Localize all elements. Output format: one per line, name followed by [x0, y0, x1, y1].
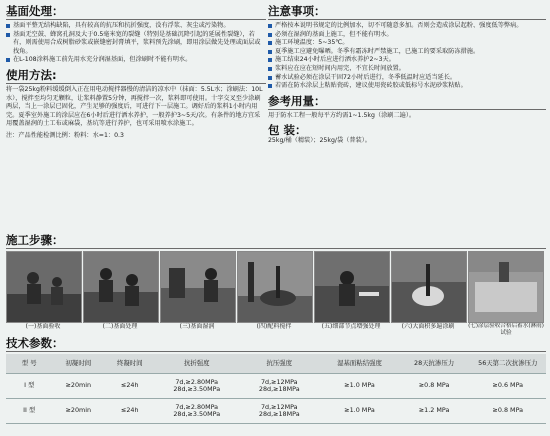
- step-7-image: [469, 252, 543, 322]
- table-header: 初凝时间: [52, 354, 104, 374]
- step-caption: [160, 323, 234, 335]
- table-cell: ≥1.0 MPa: [320, 374, 398, 399]
- table-cell: 7d,≥2.80MPa 28d,≥3.50MPa: [155, 399, 238, 424]
- table-cell: ≤24h: [104, 374, 155, 399]
- table-row: [6, 374, 546, 399]
- bullet-square-icon: [268, 58, 272, 62]
- step-photo: [237, 251, 313, 323]
- list-item: [268, 65, 546, 74]
- table-cell: ≥1.2 MPa: [399, 399, 470, 424]
- table-header: 抗压强度: [238, 354, 320, 374]
- step-caption-text: (五)细部节点增强处理: [321, 323, 381, 330]
- steps-title: 施工步骤：: [6, 233, 64, 247]
- step-caption-text: (七)涂层验收合格后蓄水(淋雨)试验: [468, 323, 544, 335]
- divider: [6, 19, 266, 20]
- steps-header: [6, 233, 546, 251]
- bullet-square-icon: [6, 33, 10, 37]
- table-cell: ≤24h: [104, 399, 155, 424]
- reference-text: 用于防水工程一般每平方约需1~1.5kg（涂刷二遍）。: [268, 111, 416, 119]
- step-caption: [237, 323, 311, 335]
- list-item: [268, 82, 546, 91]
- list-item: [6, 56, 266, 65]
- step-photo: [83, 251, 159, 323]
- step-3-image: [161, 252, 235, 322]
- table-cell: 7d,≥12MPa 28d,≥18MPa: [238, 399, 320, 424]
- step-photo: [468, 251, 544, 323]
- step-photo: [6, 251, 82, 323]
- notes-list: [268, 22, 546, 91]
- steps-photos: [6, 251, 546, 333]
- base-title: 基面处理：: [6, 4, 64, 18]
- right-column: [268, 4, 546, 146]
- step-caption-text: (一)基面验收: [25, 323, 61, 330]
- table-cell: II 型: [6, 399, 52, 424]
- usage-note: 注：产品性能检测比例：粉料：水=1：0.3: [6, 131, 124, 139]
- step-caption: [391, 323, 465, 335]
- tech-section: [6, 336, 546, 424]
- table-cell: ≥1.0 MPa: [320, 399, 398, 424]
- table-cell: ≥20min: [52, 399, 104, 424]
- step-caption-text: (六)大面积多遍涂刷: [401, 323, 455, 330]
- table-header: 28天抗渗压力: [399, 354, 470, 374]
- table-header: 型 号: [6, 354, 52, 374]
- table-row: [6, 399, 546, 424]
- step-caption: [83, 323, 157, 335]
- list-item: [268, 56, 546, 65]
- list-item: [6, 22, 266, 31]
- table-cell: I 型: [6, 374, 52, 399]
- list-item: [6, 31, 266, 57]
- bullet-square-icon: [268, 24, 272, 28]
- step-caption-text: (二)基面处理: [102, 323, 138, 330]
- packaging-text: 25kg/桶（精装）；25kg/袋（普装）。: [268, 137, 371, 145]
- list-item-text: 在L-108涂料施工前先用水充分润湿基面，但涂刷时不能有明水。: [13, 56, 192, 64]
- bullet-square-icon: [268, 50, 272, 54]
- tech-table: [6, 354, 546, 424]
- bullet-square-icon: [6, 58, 10, 62]
- table-cell: ≥0.6 MPa: [470, 374, 546, 399]
- list-item-text: 浆料应在应在短时间内用完，不宜长时间放置。: [275, 64, 405, 72]
- bullet-square-icon: [268, 76, 272, 80]
- step-photo: [160, 251, 236, 323]
- list-item-text: 施工结束24小时后应进行洒水养护2~3天。: [275, 56, 395, 64]
- left-column: [6, 4, 266, 141]
- list-item: [268, 31, 546, 40]
- step-caption-text: (四)配料搅拌: [256, 323, 292, 330]
- step-1-image: [7, 252, 81, 322]
- table-cell: ≥0.8 MPa: [399, 374, 470, 399]
- step-caption-text: (三)基面湿润: [179, 323, 215, 330]
- step-4-image: [238, 252, 312, 322]
- list-item-text: 施工环境温度：5~35℃。: [275, 39, 349, 47]
- list-item-text: 夏季施工应避免曝晒。冬季有霜冻时严禁施工，已施工的要采取防冻措施。: [275, 47, 480, 55]
- table-cell: ≥0.8 MPa: [470, 399, 546, 424]
- step-photo: [314, 251, 390, 323]
- divider: [6, 351, 546, 352]
- step-5-image: [315, 252, 389, 322]
- divider: [6, 248, 546, 249]
- reference-title: 参考用量：: [268, 93, 326, 108]
- table-cell: 7d,≥12MPa 28d,≥18MPa: [238, 374, 320, 399]
- divider: [268, 109, 546, 110]
- notes-title: 注意事项：: [268, 4, 326, 18]
- table-header-row: [6, 354, 546, 374]
- table-header: 抗折强度: [155, 354, 238, 374]
- step-photo: [391, 251, 467, 323]
- list-item-text: 基面无空鼓、蜂窝孔洞及大于0.5毫米宽的裂缝（特别是基础沉降引起的延展性裂缝），若有，则需使用合成树脂砂浆或嵌缝密封膏填平，浆料预先涂刷，即用涂层做先处理或面层或找角。: [13, 30, 261, 55]
- list-item-text: 必须在湿润的基面上施工，但不能有明水。: [275, 30, 393, 38]
- step-6-image: [392, 252, 466, 322]
- divider: [6, 83, 266, 84]
- usage-text: 将一袋25kg粉料缓缓倒入正在用电动搅拌器慢的清洁的凉水中（抹面：5.5L水；涂刷法：10L水），搅拌至均匀无颗粒，让浆料静置5分钟，再搅拌一次，浆料即可使用。十字交叉至少涂刷两层，当上一涂层已固化，产生足够的强度后，可进行下一层施工。调好后的浆料1小时内用完。夏季室外施工的涂层应在6小时后进行洒水养护，一般养护3~5天/次。有条件的地方宜采用覆盖湿润的土工布或麻袋，基坑等进行养护，也可采用喷水涂施工。: [6, 85, 263, 128]
- list-item-text: 若需在防水涂层上粘贴瓷砖，建议使用瓷砖胶或低标号水泥砂浆粘贴。: [275, 82, 467, 90]
- step-caption: [314, 323, 388, 335]
- list-item: [268, 74, 546, 83]
- usage-title: 使用方法:: [6, 67, 57, 82]
- tech-title: 技术参数：: [6, 336, 64, 350]
- step-caption: [468, 323, 544, 335]
- table-header: 56天第二次抗渗压力: [470, 354, 546, 374]
- list-item-text: 严格按本说明书规定的比例加水，切不可随意多加。否则会造成涂层起粉、强度低等弊病。: [275, 22, 523, 29]
- bullet-square-icon: [6, 24, 10, 28]
- step-2-image: [84, 252, 158, 322]
- bullet-square-icon: [268, 41, 272, 45]
- table-header: 湿基面粘结强度: [320, 354, 398, 374]
- list-item: [268, 22, 546, 31]
- packaging-title: 包 装：: [268, 123, 307, 138]
- bullet-square-icon: [268, 67, 272, 71]
- step-caption: [6, 323, 80, 335]
- table-cell: ≥20min: [52, 374, 104, 399]
- list-item-text: 基面平整无结构缺陷，具有较高的抗压和抗折强度，没有浮浆、灰尘或污染物。: [13, 22, 230, 29]
- table-cell: 7d,≥2.80MPa 28d,≥3.50MPa: [155, 374, 238, 399]
- list-item-text: 蓄水试验必须在涂层干固72小时后进行，冬季低温时应适当延长。: [275, 73, 457, 81]
- base-list: [6, 22, 266, 65]
- list-item: [268, 39, 546, 48]
- bullet-square-icon: [268, 33, 272, 37]
- table-header: 终凝时间: [104, 354, 155, 374]
- bullet-square-icon: [268, 84, 272, 88]
- divider: [268, 19, 546, 20]
